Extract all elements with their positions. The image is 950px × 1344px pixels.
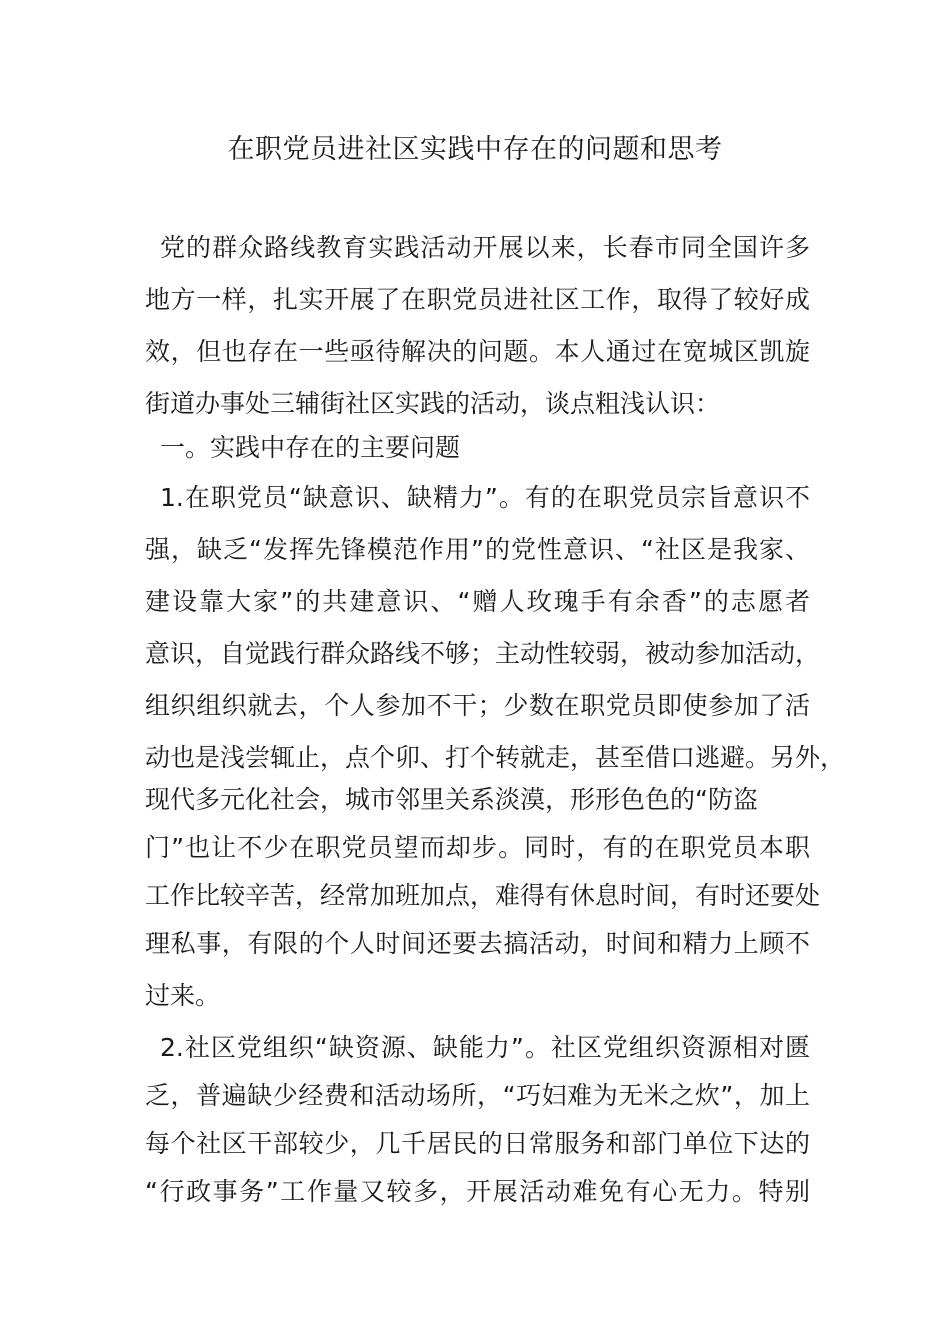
paragraph-line: 意识，自觉践行群众路线不够；主动性较弱，被动参加活动，	[145, 639, 821, 668]
paragraph-line: 党的群众路线教育实践活动开展以来，长春市同全国许多	[160, 233, 810, 262]
paragraph-line: 建设靠大家”的共建意识、“赠人玫瑰手有余香”的志愿者	[145, 587, 810, 616]
paragraph-line: 1.在职党员“缺意识、缺精力”。有的在职党员宗旨意识不	[160, 483, 810, 512]
paragraph-line: 强，缺乏“发挥先锋模范作用”的党性意识、“社区是我家、	[145, 535, 810, 564]
paragraph-line: 街道办事处三辅街社区实践的活动，谈点粗浅认识：	[145, 389, 721, 418]
paragraph-line: 动也是浅尝辄止，点个卯、打个转就走，甚至借口逃避。另外，	[145, 743, 846, 772]
paragraph-line: 2.社区党组织“缺资源、缺能力”。社区党组织资源相对匮	[160, 1033, 810, 1062]
paragraph-line: 每个社区干部较少，几千居民的日常服务和部门单位下达的	[145, 1129, 810, 1158]
paragraph-line: 现代多元化社会，城市邻里关系淡漠，形形色色的“防盗	[145, 785, 758, 814]
paragraph-line: 乏，普遍缺少经费和活动场所，“巧妇难为无米之炊”，加上	[145, 1081, 810, 1110]
document-title: 在职党员进社区实践中存在的问题和思考	[227, 134, 723, 165]
paragraph-line: 地方一样，扎实开展了在职党员进社区工作，取得了较好成	[145, 285, 810, 314]
paragraph-line: 工作比较辛苦，经常加班加点，难得有休息时间，有时还要处	[145, 881, 821, 910]
paragraph-line: 门”也让不少在职党员望而却步。同时，有的在职党员本职	[145, 833, 810, 862]
paragraph-line: 效，但也存在一些亟待解决的问题。本人通过在宽城区凯旋	[145, 337, 810, 366]
section-heading: 一。实践中存在的主要问题	[160, 433, 461, 462]
paragraph-line: 理私事，有限的个人时间还要去搞活动，时间和精力上顾不	[145, 929, 810, 958]
paragraph-line: 过来。	[145, 981, 221, 1010]
paragraph-line: “行政事务”工作量又较多，开展活动难免有心无力。特别	[145, 1177, 810, 1206]
paragraph-line: 组织组织就去，个人参加不干；少数在职党员即使参加了活	[145, 691, 810, 720]
